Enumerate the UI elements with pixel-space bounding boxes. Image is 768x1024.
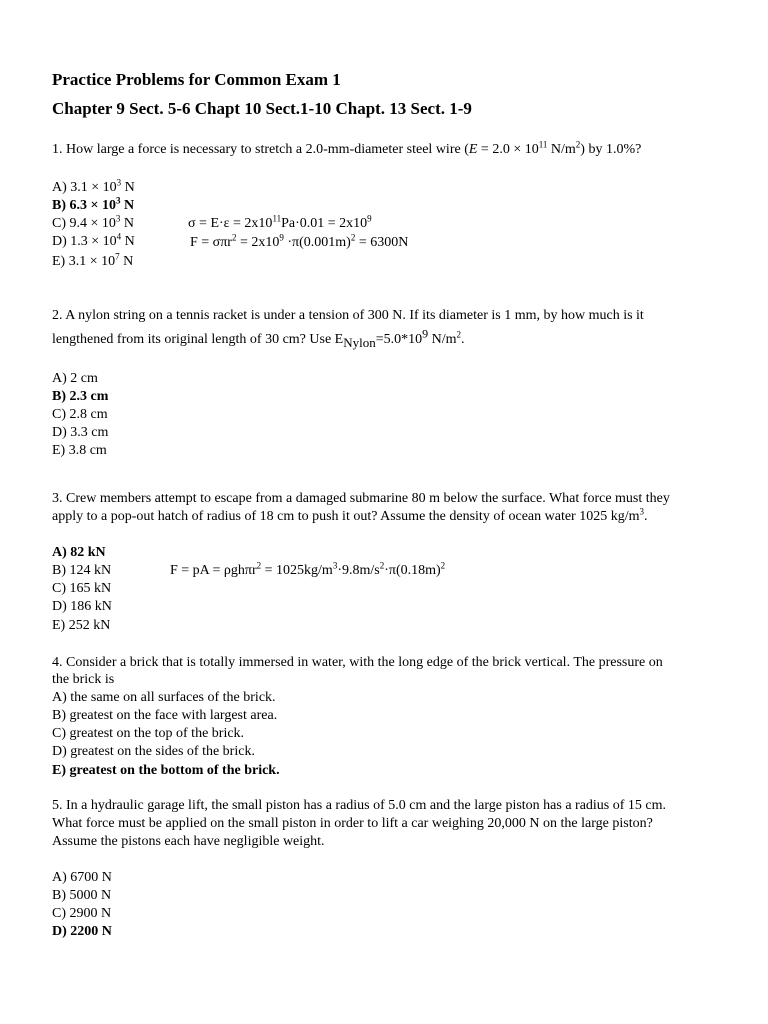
q1-option-c: C) $9.4 \times 10^3$ N — [52, 213, 135, 231]
q1-stem: 1. How large a force is necessary to stretch a 2.0-mm-diameter steel wire ($E = 2.0 \times 10^{11}$ $N/m^2$) by 1.0%? — [52, 139, 642, 157]
q5-option-a: A) 6700 N — [52, 870, 112, 885]
q2-option-b-answer: B) 2.3 cm — [52, 389, 109, 404]
q3-option-b: B) 124 kN — [52, 563, 112, 578]
document-subtitle: Chapter 9 Sect. 5-6 Chapt 10 Sect.1-10 Chapt. 13 Sect. 1-9 — [52, 99, 472, 118]
q4-option-b: B) greatest on the face with largest area. — [52, 708, 278, 723]
q5-stem-line1: 5. In a hydraulic garage lift, the small piston has a radius of 5.0 cm and the large piston has a radius of 15 cm. — [52, 798, 667, 813]
q1-option-b-answer: B) $6.3 \times 10^3$ N — [52, 195, 135, 213]
q1-force-equation: $F = \sigma\pi r^2 = 2x10^9 \cdot\pi(0.001m)^2 = 6300N$ — [190, 232, 409, 250]
q3-stem-line1: 3. Crew members attempt to escape from a damaged submarine 80 m below the surface. What force must they — [52, 491, 670, 506]
document-title: Practice Problems for Common Exam 1 — [52, 70, 341, 89]
q2-option-a: A) 2 cm — [52, 371, 98, 386]
q1-stress-equation: $\sigma = E\cdot\varepsilon = 2x10^{11}Pa\cdot 0.01 = 2x10^9$ — [188, 213, 372, 231]
q3-option-d: D) 186 kN — [52, 599, 112, 614]
q3-option-e: E) 252 kN — [52, 618, 111, 633]
q5-option-b: B) 5000 N — [52, 888, 112, 903]
q4-stem-line1: 4. Consider a brick that is totally immersed in water, with the long edge of the brick vertical. The pressure on — [52, 655, 663, 670]
q5-option-c: C) 2900 N — [52, 906, 112, 921]
q4-option-e-answer: E) greatest on the bottom of the brick. — [52, 763, 280, 778]
q2-option-c: C) 2.8 cm — [52, 407, 108, 422]
q1-option-e: E) $3.1 \times 10^7$ N — [52, 251, 134, 269]
q5-stem-line2: What force must be applied on the small piston in order to lift a car weighing 20,000 N on the large piston? — [52, 816, 653, 831]
q1-option-a: A) $3.1 \times 10^3$ N — [52, 177, 135, 195]
q2-stem-line2: lengthened from its original length of 30 cm? Use $E_{Nylon}=5.0*10^9$ $N/m^2$. — [52, 326, 465, 350]
q4-option-d: D) greatest on the sides of the brick. — [52, 744, 255, 759]
q2-option-d: D) 3.3 cm — [52, 425, 109, 440]
q5-option-d-answer: D) 2200 N — [52, 924, 112, 939]
q3-option-a-answer: A) 82 kN — [52, 545, 106, 560]
q2-option-e: E) 3.8 cm — [52, 443, 107, 458]
q1-option-d: D) $1.3 \times 10^4$ N — [52, 231, 135, 249]
q2-stem-line1: 2. A nylon string on a tennis racket is under a tension of 300 N. If its diameter is 1 mm, by how much is it — [52, 308, 644, 323]
q3-stem-line2: apply to a pop-out hatch of radius of 18 cm to push it out? Assume the density of ocean water 1025 $kg/m^3$. — [52, 506, 648, 524]
q3-option-c: C) 165 kN — [52, 581, 112, 596]
q4-option-a: A) the same on all surfaces of the brick. — [52, 690, 276, 705]
q4-stem-line2: the brick is — [52, 672, 115, 687]
q4-option-c: C) greatest on the top of the brick. — [52, 726, 245, 741]
q3-force-equation: F = pA = $\rho gh\pi r^2 = 1025kg/m^3\cdot 9.8m/s^2\cdot\pi(0.18m)^2$ — [170, 560, 446, 578]
q5-stem-line3: Assume the pistons each have negligible weight. — [52, 834, 325, 849]
